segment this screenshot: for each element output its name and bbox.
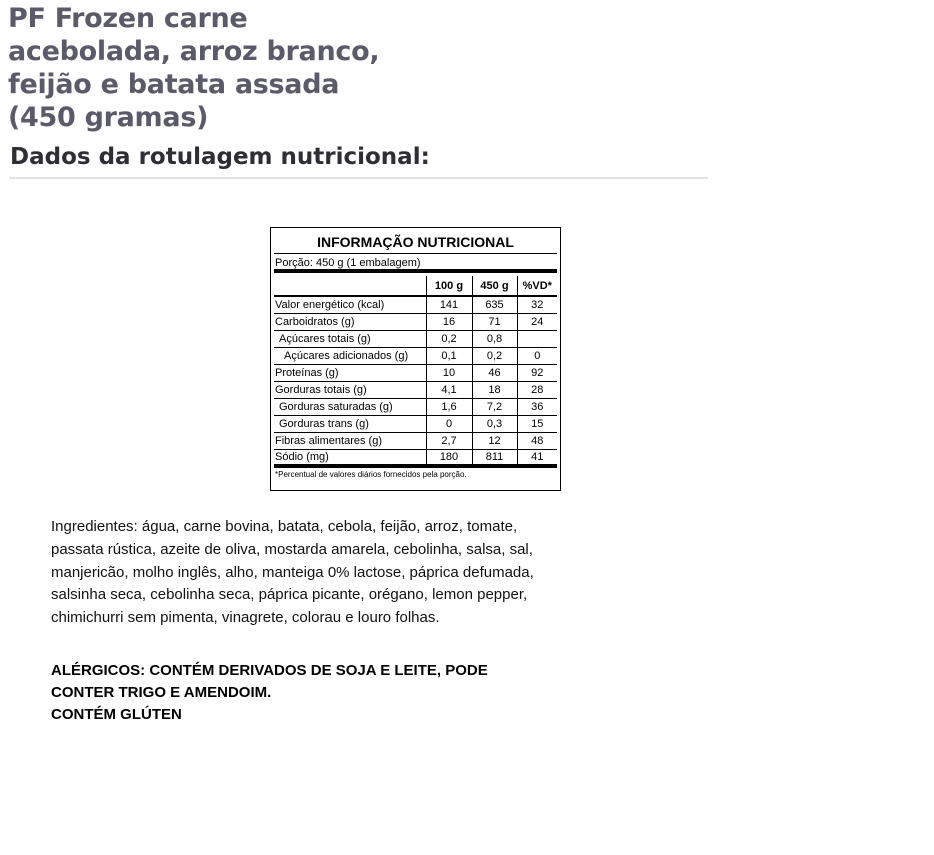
value-vd: 24 (517, 313, 557, 330)
table-row (274, 364, 557, 381)
value-450g: 0,2 (472, 347, 517, 364)
value-100g: 0,2 (426, 330, 472, 347)
value-100g: 1,6 (426, 398, 472, 415)
value-450g: 46 (472, 364, 517, 381)
value-vd: 15 (517, 415, 557, 432)
value-vd: 92 (517, 364, 557, 381)
gluten-line: CONTÉM GLÚTEN (51, 706, 182, 723)
value-100g: 0 (426, 415, 472, 432)
value-vd: 36 (517, 398, 557, 415)
table-row (274, 313, 557, 330)
value-450g: 0,8 (472, 330, 517, 347)
value-100g: 180 (426, 449, 472, 466)
value-100g: 141 (426, 296, 472, 313)
value-450g: 811 (472, 449, 517, 466)
nutrient-label: Açúcares adicionados (g) (274, 347, 426, 364)
table-row (274, 415, 557, 432)
allergen-line: ALÉRGICOS: CONTÉM DERIVADOS DE SOJA E LEITE, PODE CONTER TRIGO E AMENDOIM. (51, 662, 488, 701)
value-100g: 4,1 (426, 381, 472, 398)
section-title: Dados da rotulagem nutricional: (10, 144, 430, 170)
value-100g: 10 (426, 364, 472, 381)
allergen-warning (51, 660, 551, 726)
column-header-nutrient (274, 276, 426, 296)
column-header-450g: 450 g (472, 276, 517, 296)
nutrient-label: Açúcares totais (g) (274, 330, 426, 347)
value-vd: 0 (517, 347, 557, 364)
nutrient-label: Proteínas (g) (274, 364, 426, 381)
nutrient-label: Sódio (mg) (274, 449, 426, 466)
table-row (274, 296, 557, 313)
value-100g: 0,1 (426, 347, 472, 364)
value-450g: 18 (472, 381, 517, 398)
ingredients-text: Ingredientes: água, carne bovina, batata, cebola, feijão, arroz, tomate, passata rústica, azeite de oliva, mostarda amarela, cebolinha, salsa, sal, manjericão, molho inglês, alho, manteiga 0% lactose, páprica defumada, salsinha seca, cebolinha seca, páprica picante, orégano, lemon pepper, chimichurri sem pimenta, vinagrete, colorau e louro folhas. (51, 518, 534, 627)
table-row (274, 432, 557, 449)
nutrient-label: Valor energético (kcal) (274, 296, 426, 313)
nutrition-footnote: *Percentual de valores diários fornecidos pela porção. (275, 470, 467, 479)
table-row (274, 347, 557, 364)
nutrition-portion: Porção: 450 g (1 embalagem) (274, 254, 557, 273)
table-row (274, 449, 557, 466)
table-row (274, 381, 557, 398)
value-vd: 28 (517, 381, 557, 398)
nutrition-facts-panel (270, 227, 561, 491)
value-450g: 12 (472, 432, 517, 449)
value-450g: 635 (472, 296, 517, 313)
value-vd: 41 (517, 449, 557, 466)
value-100g: 2,7 (426, 432, 472, 449)
nutrient-label: Gorduras saturadas (g) (274, 398, 426, 415)
value-vd (517, 330, 557, 347)
nutrition-heading: INFORMAÇÃO NUTRICIONAL (274, 228, 557, 254)
value-vd: 48 (517, 432, 557, 449)
nutrient-label: Fibras alimentares (g) (274, 432, 426, 449)
value-100g: 16 (426, 313, 472, 330)
value-450g: 7,2 (472, 398, 517, 415)
table-row (274, 330, 557, 347)
nutrient-label: Gorduras totais (g) (274, 381, 426, 398)
nutrient-label: Carboidratos (g) (274, 313, 426, 330)
nutrition-header-row (274, 276, 557, 296)
value-vd: 32 (517, 296, 557, 313)
section-divider (9, 177, 708, 179)
nutrient-label: Gorduras trans (g) (274, 415, 426, 432)
product-title: PF Frozen carne acebolada, arroz branco, feijão e batata assada (450 gramas) (8, 3, 380, 133)
column-header-100g: 100 g (426, 276, 472, 296)
nutrition-table (274, 276, 557, 468)
column-header-vd: %VD* (517, 276, 557, 296)
value-450g: 0,3 (472, 415, 517, 432)
table-row (274, 398, 557, 415)
value-450g: 71 (472, 313, 517, 330)
